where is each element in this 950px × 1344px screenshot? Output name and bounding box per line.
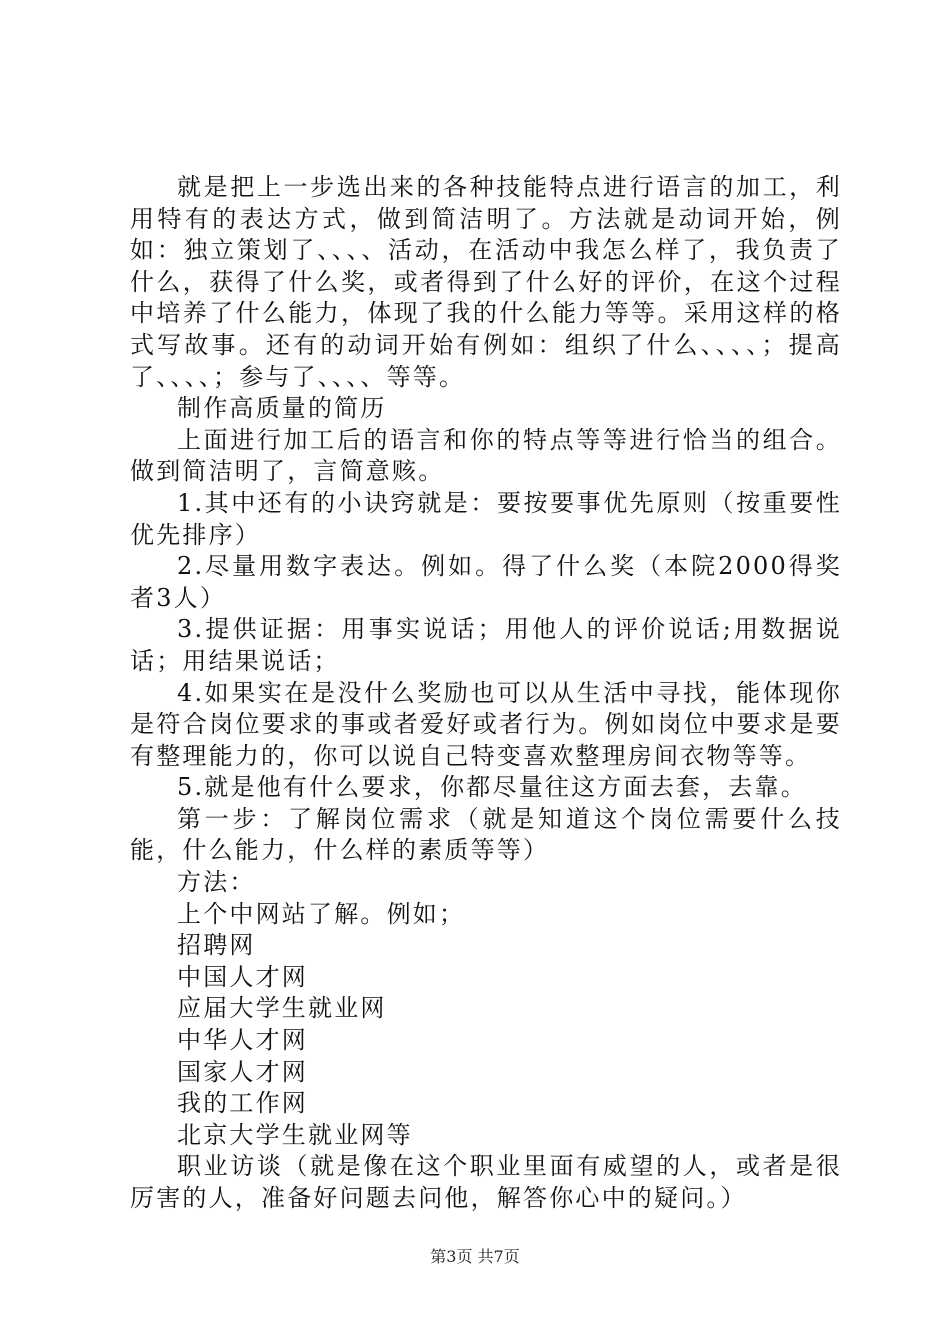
paragraph: 第一步：了解岗位需求（就是知道这个岗位需要什么技能，什么能力，什么样的素质等等）	[130, 804, 842, 865]
paragraph: 就是把上一步选出来的各种技能特点进行语言的加工，利用特有的表达方式，做到简洁明了。方法就是动词开始，例如：独立策划了、、、、活动，在活动中我怎么样了，我负责了什么，获得了什么奖，或者得到了什么好的评价，在这个过程中培养了什么能力，体现了我的什么能力等等。采用这样的格式写故事。还有的动词开始有例如：组织了什么、、、、；提高了、、、、；参与了、、、、等等。	[130, 173, 842, 391]
paragraph: 上个中网站了解。例如；	[177, 899, 466, 928]
website-item: 中国人才网	[177, 962, 308, 991]
paragraph: 方法：	[177, 868, 256, 897]
page-footer	[0, 1244, 950, 1267]
website-item: 国家人才网	[177, 1057, 308, 1086]
paragraph: 职业访谈（就是像在这个职业里面有威望的人，或者是很厉害的人，准备好问题去问他，解答你心中的疑问。）	[130, 1152, 842, 1212]
list-item: 5.就是他有什么要求，你都尽量往这方面去套，去靠。	[177, 773, 807, 802]
website-item: 我的工作网	[177, 1089, 308, 1118]
list-item: 1.其中还有的小诀窍就是：要按要事优先原则（按重要性优先排序）	[130, 488, 842, 549]
list-item: 2.尽量用数字表达。例如。得了什么奖（本院2000得奖者3人）	[130, 552, 842, 612]
section-heading: 制作高质量的简历	[177, 394, 387, 423]
paragraph: 上面进行加工后的语言和你的特点等等进行恰当的组合。做到简洁明了，言简意赅。	[130, 425, 842, 486]
page-number-label: 第3页 共7页	[430, 1247, 520, 1266]
website-item: 北京大学生就业网等	[177, 1120, 413, 1149]
website-item: 招聘网	[177, 931, 256, 960]
list-item: 3.提供证据：用事实说话；用他人的评价说话;用数据说话；用结果说话；	[130, 615, 842, 675]
website-item: 应届大学生就业网	[177, 994, 387, 1023]
document-body	[130, 172, 842, 1215]
website-item: 中华人才网	[177, 1026, 308, 1055]
list-item: 4.如果实在是没什么奖励也可以从生活中寻找，能体现你是符合岗位要求的事或者爱好或者行为。例如岗位中要求是要有整理能力的，你可以说自己特变喜欢整理房间衣物等等。	[130, 678, 842, 770]
